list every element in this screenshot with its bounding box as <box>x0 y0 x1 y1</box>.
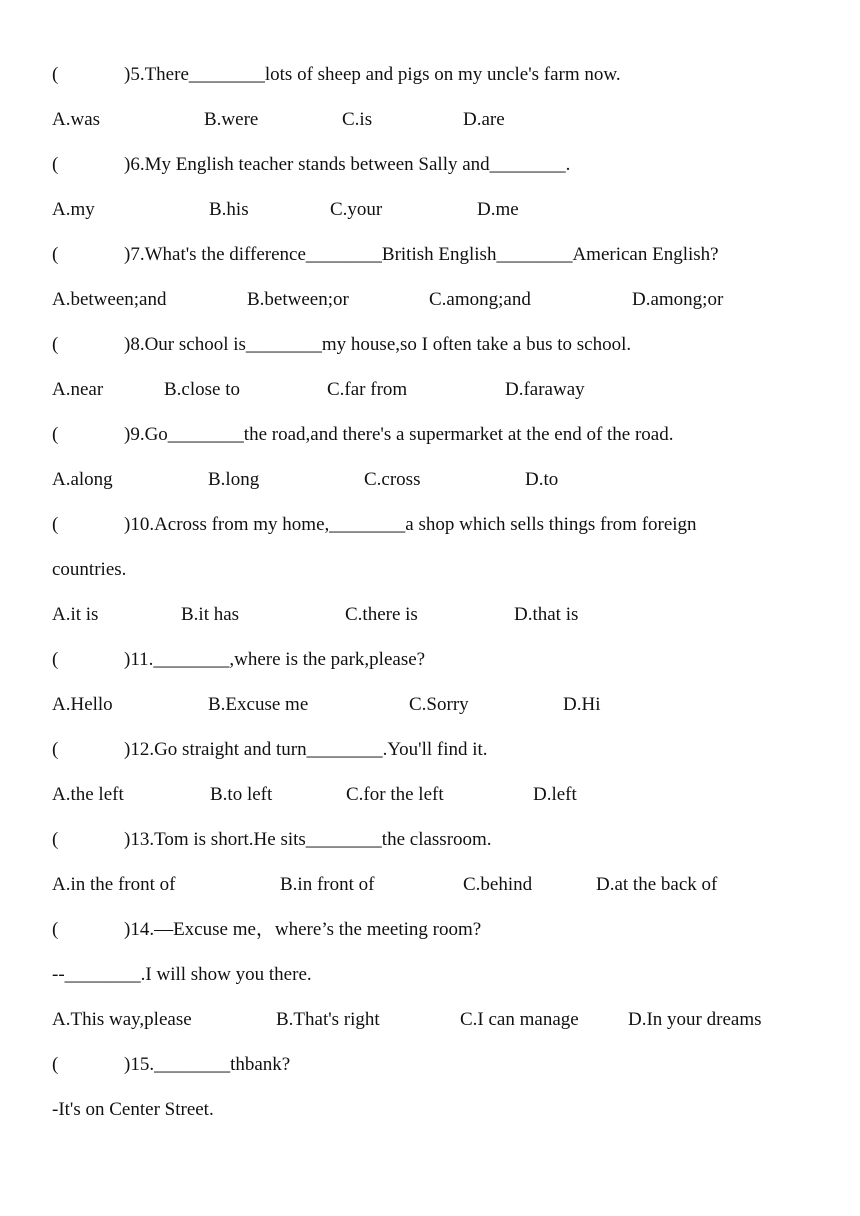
answer-bracket: ( <box>52 424 59 445</box>
option-a: A.between;and <box>52 289 167 310</box>
options-11 <box>52 682 832 727</box>
options-6 <box>52 187 832 232</box>
option-d: D.faraway <box>505 379 585 400</box>
option-c: C.there is <box>345 604 418 625</box>
option-c: C.far from <box>327 379 408 400</box>
question-text: )14.—Excuse me，where’s the meeting room? <box>124 919 482 940</box>
option-c: C.Sorry <box>409 694 469 715</box>
question-text: )7.What's the difference________British English________American English? <box>124 244 719 265</box>
option-a: A.along <box>52 469 113 490</box>
answer-bracket: ( <box>52 514 59 535</box>
option-b: B.his <box>209 199 249 220</box>
option-d: D.among;or <box>632 289 724 310</box>
option-a: A.was <box>52 109 101 130</box>
option-a: A.This way,please <box>52 1009 192 1030</box>
question-9 <box>52 412 832 457</box>
question-13 <box>52 817 832 862</box>
option-c: C.behind <box>463 874 533 895</box>
options-8 <box>52 367 832 412</box>
question-continuation: -It's on Center Street. <box>52 1099 214 1120</box>
question-14-continuation <box>52 952 832 997</box>
exercise-page <box>52 52 832 1132</box>
option-b: B.in front of <box>280 874 375 895</box>
answer-bracket: ( <box>52 1054 59 1075</box>
options-12 <box>52 772 832 817</box>
option-d: D.In your dreams <box>628 1009 762 1030</box>
question-15-continuation <box>52 1087 832 1132</box>
question-text: )13.Tom is short.He sits________the classroom. <box>124 829 492 850</box>
option-b: B.to left <box>210 784 273 805</box>
option-d: D.left <box>533 784 577 805</box>
options-14 <box>52 997 832 1042</box>
option-d: D.Hi <box>563 694 601 715</box>
option-d: D.that is <box>514 604 579 625</box>
option-d: D.to <box>525 469 559 490</box>
question-12 <box>52 727 832 772</box>
question-continuation: --________.I will show you there. <box>52 964 312 985</box>
option-a: A.near <box>52 379 104 400</box>
option-b: B.it has <box>181 604 240 625</box>
option-c: C.cross <box>364 469 421 490</box>
option-b: B.were <box>204 109 259 130</box>
question-text: )5.There________lots of sheep and pigs on my uncle's farm now. <box>124 64 621 85</box>
question-11 <box>52 637 832 682</box>
question-text: )8.Our school is________my house,so I often take a bus to school. <box>124 334 632 355</box>
question-6 <box>52 142 832 187</box>
question-text: )15.________thbank? <box>124 1054 291 1075</box>
question-10-continuation <box>52 547 832 592</box>
option-b: B.That's right <box>276 1009 380 1030</box>
answer-bracket: ( <box>52 919 59 940</box>
option-a: A.Hello <box>52 694 113 715</box>
option-d: D.me <box>477 199 519 220</box>
options-13 <box>52 862 832 907</box>
question-5 <box>52 52 832 97</box>
question-10 <box>52 502 832 547</box>
options-5 <box>52 97 832 142</box>
option-b: B.long <box>208 469 260 490</box>
question-15 <box>52 1042 832 1087</box>
question-text: )9.Go________the road,and there's a supermarket at the end of the road. <box>124 424 674 445</box>
option-c: C.is <box>342 109 373 130</box>
options-7 <box>52 277 832 322</box>
options-10 <box>52 592 832 637</box>
option-a: A.in the front of <box>52 874 176 895</box>
answer-bracket: ( <box>52 829 59 850</box>
answer-bracket: ( <box>52 334 59 355</box>
question-continuation: countries. <box>52 559 127 580</box>
option-d: D.are <box>463 109 505 130</box>
option-a: A.my <box>52 199 95 220</box>
option-c: C.for the left <box>346 784 444 805</box>
option-a: A.the left <box>52 784 124 805</box>
question-7 <box>52 232 832 277</box>
answer-bracket: ( <box>52 244 59 265</box>
question-text: )11.________,where is the park,please? <box>124 649 426 670</box>
option-c: C.among;and <box>429 289 531 310</box>
option-a: A.it is <box>52 604 99 625</box>
answer-bracket: ( <box>52 739 59 760</box>
option-c: C.I can manage <box>460 1009 579 1030</box>
question-text: )10.Across from my home,________a shop which sells things from foreign <box>124 514 697 535</box>
option-d: D.at the back of <box>596 874 718 895</box>
answer-bracket: ( <box>52 64 59 85</box>
answer-bracket: ( <box>52 649 59 670</box>
option-b: B.Excuse me <box>208 694 309 715</box>
answer-bracket: ( <box>52 154 59 175</box>
option-c: C.your <box>330 199 383 220</box>
options-9 <box>52 457 832 502</box>
option-b: B.close to <box>164 379 240 400</box>
question-text: )6.My English teacher stands between Sally and________. <box>124 154 571 175</box>
question-text: )12.Go straight and turn________.You'll find it. <box>124 739 488 760</box>
question-8 <box>52 322 832 367</box>
option-b: B.between;or <box>247 289 349 310</box>
question-14 <box>52 907 832 952</box>
